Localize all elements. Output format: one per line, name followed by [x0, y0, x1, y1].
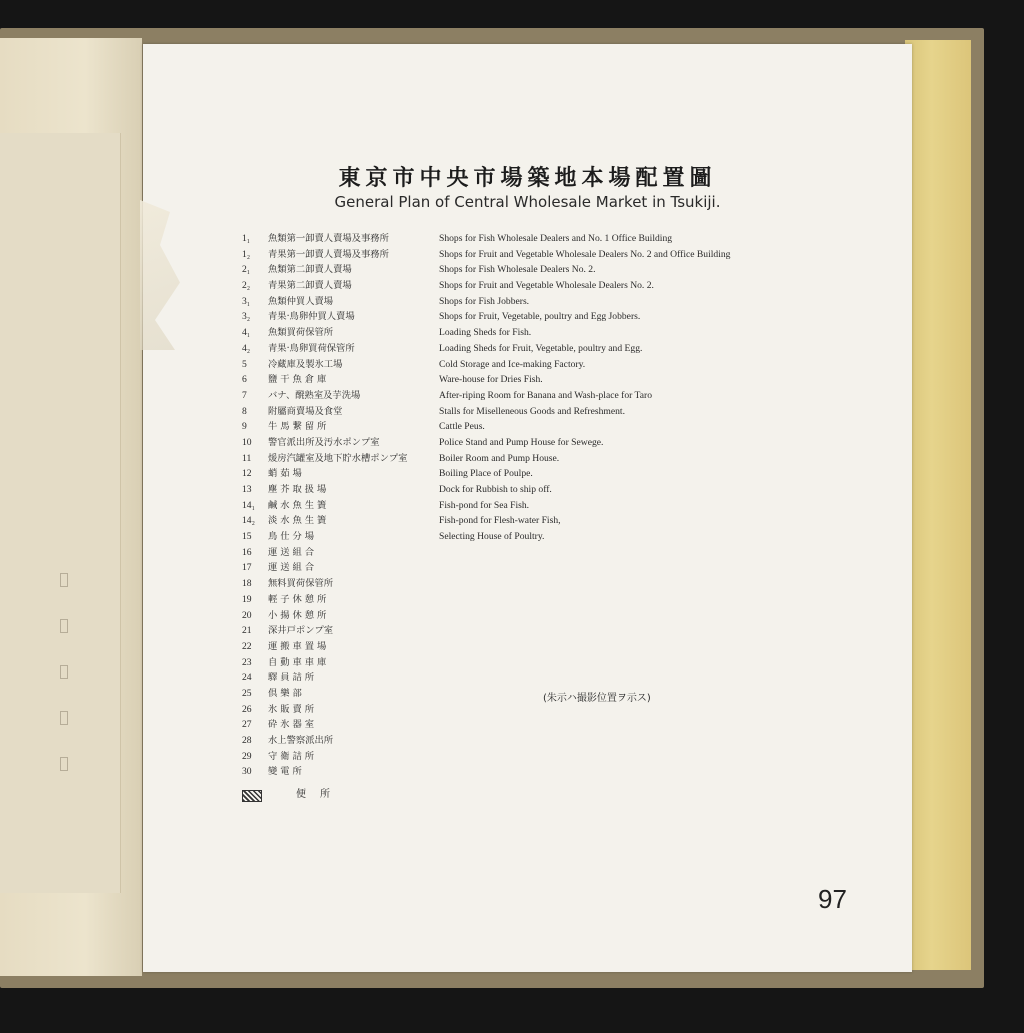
- item-number: 5: [242, 358, 247, 370]
- document-page: [143, 44, 912, 972]
- item-japanese-label: 運 送 組 合: [268, 546, 315, 558]
- item-number: 19: [242, 593, 252, 605]
- item-japanese-label: 守 衛 詰 所: [268, 750, 315, 762]
- list-item: [242, 404, 862, 420]
- list-item: [242, 576, 862, 592]
- list-item: [242, 247, 862, 263]
- item-japanese-label: 無料買荷保管所: [268, 578, 334, 590]
- item-number: 4₁: [242, 327, 251, 339]
- list-item: [242, 372, 862, 388]
- list-item: [242, 451, 862, 467]
- list-item: [242, 717, 862, 733]
- item-number: 3₁: [242, 295, 251, 307]
- item-english-label: After-riping Room for Banana and Wash-place for Taro: [439, 389, 652, 401]
- item-japanese-label: 青果·鳥卵仲買人賣場: [268, 311, 355, 323]
- list-item: [242, 749, 862, 765]
- list-item: [242, 435, 862, 451]
- item-english-label: Boiling Place of Poulpe.: [439, 468, 533, 480]
- item-number: 20: [242, 609, 252, 621]
- list-item: [242, 309, 862, 325]
- item-number: 21: [242, 625, 252, 637]
- item-japanese-label: 深井戸ポンプ室: [268, 625, 334, 637]
- item-number: 25: [242, 687, 252, 699]
- photo-position-note: (朱示ハ撮影位置ヲ示ス): [543, 693, 651, 704]
- item-japanese-label: 冷藏庫及製氷工場: [268, 358, 343, 370]
- list-item: [242, 388, 862, 404]
- item-japanese-label: 牛 馬 繋 留 所: [268, 421, 327, 433]
- item-japanese-label: 變 電 所: [268, 766, 302, 778]
- page-title-english: General Plan of Central Wholesale Market in Tsukiji.: [334, 193, 721, 211]
- page-number: 97: [818, 884, 847, 914]
- item-japanese-label: 魚類仲買人賣場: [268, 295, 334, 307]
- list-item: [242, 592, 862, 608]
- item-japanese-label: 輕 子 休 憩 所: [268, 593, 327, 605]
- toilet-legend-label: 便所: [296, 789, 344, 800]
- list-item: [242, 294, 862, 310]
- list-item: [242, 278, 862, 294]
- list-item: [242, 262, 862, 278]
- item-english-label: Cattle Peus.: [439, 421, 485, 433]
- left-page-inset: [0, 133, 121, 893]
- item-japanese-label: 運 送 組 合: [268, 562, 315, 574]
- item-number: 3₂: [242, 311, 251, 323]
- item-japanese-label: 鹹 水 魚 生 簀: [268, 499, 327, 511]
- item-english-label: Stalls for Miselleneous Goods and Refreshment.: [439, 405, 625, 417]
- item-number: 10: [242, 436, 252, 448]
- item-english-label: Fish-pond for Flesh-water Fish,: [439, 515, 561, 527]
- item-english-label: Dock for Rubbish to ship off.: [439, 484, 552, 495]
- item-number: 15: [242, 531, 252, 543]
- item-japanese-label: 水上警察派出所: [268, 735, 334, 746]
- item-number: 12: [242, 468, 252, 480]
- item-japanese-label: 青果第一卸賣人賣場及事務所: [268, 248, 389, 260]
- item-number: 29: [242, 750, 252, 762]
- list-item: [242, 529, 862, 545]
- item-japanese-label: 倶 樂 部: [268, 687, 302, 699]
- item-japanese-label: 魚類第一卸賣人賣場及事務所: [268, 233, 389, 244]
- list-item: [242, 357, 862, 373]
- item-japanese-label: 魚類第二卸賣人賣場: [268, 264, 352, 276]
- item-number: 9: [242, 421, 247, 433]
- item-english-label: Shops for Fish Jobbers.: [439, 295, 530, 307]
- list-item: [242, 608, 862, 624]
- item-japanese-label: 運 搬 車 置 場: [268, 640, 327, 652]
- item-number: 14₂: [242, 515, 255, 527]
- list-item: [242, 655, 862, 671]
- list-item: [242, 764, 862, 780]
- left-page-marks: [60, 573, 70, 803]
- item-japanese-label: 煖房汽罐室及地下貯水槽ポンプ室: [268, 452, 408, 464]
- item-number: 16: [242, 546, 252, 558]
- item-number: 18: [242, 578, 252, 590]
- list-item: [242, 545, 862, 561]
- folded-map-edge: [905, 40, 971, 970]
- list-item: [242, 466, 862, 482]
- list-item: [242, 482, 862, 498]
- item-number: 13: [242, 484, 252, 495]
- item-english-label: Loading Sheds for Fruit, Vegetable, poultry and Egg.: [439, 342, 643, 354]
- list-item: [242, 325, 862, 341]
- item-number: 2₁: [242, 264, 251, 276]
- item-japanese-label: 氷 販 賣 所: [268, 703, 315, 715]
- item-number: 24: [242, 672, 252, 684]
- item-number: 23: [242, 656, 252, 668]
- list-item: [242, 513, 862, 529]
- item-number: 4₂: [242, 342, 251, 354]
- page-title-japanese: 東京市中央市場築地本場配置圖: [338, 166, 717, 191]
- item-japanese-label: 塵 芥 取 扱 場: [268, 484, 327, 495]
- item-english-label: Shops for Fruit, Vegetable, poultry and Egg Jobbers.: [439, 311, 641, 323]
- item-japanese-label: 鹽 干 魚 倉 庫: [268, 374, 327, 386]
- list-item: [242, 560, 862, 576]
- item-number: 7: [242, 389, 247, 401]
- left-page: [0, 38, 142, 976]
- item-japanese-label: 魚類買荷保管所: [268, 327, 334, 339]
- item-japanese-label: 驛 員 詰 所: [268, 672, 315, 684]
- item-english-label: Ware-house for Dries Fish.: [439, 374, 543, 386]
- list-item: [242, 419, 862, 435]
- item-english-label: Shops for Fish Wholesale Dealers and No. 1 Office Building: [439, 233, 673, 244]
- item-number: 17: [242, 562, 252, 574]
- item-number: 11: [242, 452, 252, 464]
- item-japanese-label: 自 動 車 車 庫: [268, 656, 327, 668]
- item-japanese-label: 蛸 茹 場: [268, 468, 302, 480]
- item-japanese-label: 青果·鳥卵買荷保管所: [268, 342, 355, 354]
- item-english-label: Loading Sheds for Fish.: [439, 327, 532, 339]
- item-japanese-label: 小 揚 休 憩 所: [268, 609, 327, 621]
- list-item: [242, 498, 862, 514]
- item-english-label: Cold Storage and Ice-making Factory.: [439, 358, 586, 370]
- item-number: 8: [242, 405, 247, 417]
- item-japanese-label: 鳥 仕 分 場: [268, 531, 315, 543]
- item-japanese-label: 砕 氷 器 室: [268, 719, 315, 731]
- list-item: [242, 639, 862, 655]
- item-number: 1₁: [242, 233, 251, 244]
- hatch-pattern-icon: [242, 790, 262, 802]
- item-japanese-label: 青果第二卸賣人賣場: [268, 280, 352, 292]
- list-item: [242, 231, 862, 247]
- item-number: 30: [242, 766, 252, 778]
- item-number: 14₁: [242, 499, 255, 511]
- item-english-label: Selecting House of Poultry.: [439, 531, 545, 543]
- item-number: 22: [242, 640, 252, 652]
- item-number: 2₂: [242, 280, 251, 292]
- list-item: [242, 623, 862, 639]
- item-english-label: Police Stand and Pump House for Sewege.: [439, 436, 604, 448]
- item-japanese-label: 淡 水 魚 生 簀: [268, 515, 327, 527]
- item-english-label: Shops for Fruit and Vegetable Wholesale Dealers No. 2.: [439, 280, 654, 292]
- list-item: [242, 670, 862, 686]
- item-japanese-label: 警官派出所及汚水ポンプ室: [268, 436, 380, 448]
- item-english-label: Fish-pond for Sea Fish.: [439, 499, 530, 511]
- item-english-label: Boiler Room and Pump House.: [439, 452, 560, 464]
- item-japanese-label: バナ、醗熟室及芋洗場: [268, 389, 361, 401]
- item-english-label: Shops for Fish Wholesale Dealers No. 2.: [439, 264, 596, 276]
- list-item: [242, 733, 862, 749]
- item-english-label: Shops for Fruit and Vegetable Wholesale Dealers No. 2 and Office Building: [439, 248, 731, 260]
- item-number: 1₂: [242, 248, 251, 260]
- list-item: [242, 341, 862, 357]
- item-number: 6: [242, 374, 247, 386]
- item-number: 27: [242, 719, 252, 731]
- item-number: 26: [242, 703, 252, 715]
- item-japanese-label: 附屬商賣場及食堂: [268, 405, 343, 417]
- item-number: 28: [242, 735, 252, 746]
